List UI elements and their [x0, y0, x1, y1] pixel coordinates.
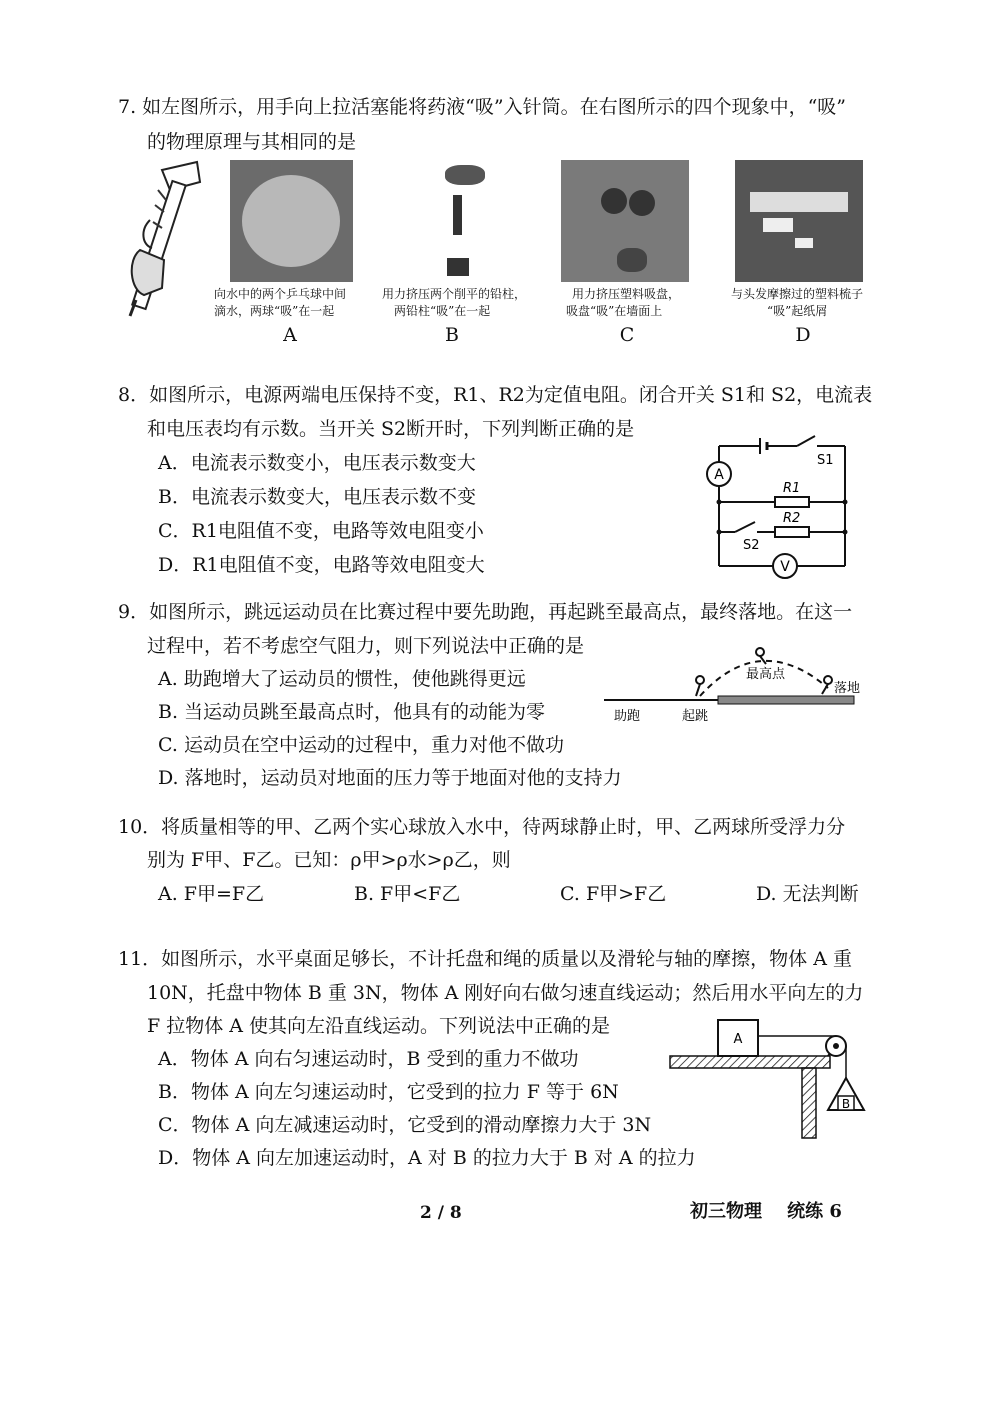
- q8-option-b: B．电流表示数变大，电压表示数不变: [158, 486, 476, 508]
- caption-a: 向水中的两个乒乓球中间 滴水，两球“吸”在一起: [214, 287, 347, 318]
- r1-label: R1: [783, 481, 801, 496]
- block-b-label: B: [841, 1097, 851, 1111]
- label-land: 落地: [834, 681, 861, 696]
- q9-stem-line1: 9．如图所示，跳远运动员在比赛过程中要先助跑，再起跳至最高点，最终落地。在这一: [118, 601, 853, 623]
- option-letter-a: A: [283, 324, 297, 346]
- q9-option-a: A. 助跑增大了运动员的惯性，使他跳得更远: [158, 668, 526, 690]
- q9-option-b: B. 当运动员跳至最高点时，他具有的动能为零: [158, 701, 546, 723]
- q8-stem-line1: 8．如图所示，电源两端电压保持不变，R1、R2为定值电阻。闭合开关 S1和 S2，电流表: [118, 384, 873, 406]
- s1-label: S1: [817, 453, 834, 468]
- q10-option-d: D. 无法判断: [756, 883, 859, 905]
- q11-stem-line3: F 拉物体 A 使其向左沿直线运动。下列说法中正确的是: [147, 1015, 611, 1037]
- q11-option-b: B．物体 A 向左匀速运动时，它受到的拉力 F 等于 6N: [158, 1081, 619, 1103]
- s2-label: S2: [743, 538, 760, 553]
- q7-stem-line1: 7. 如左图所示，用手向上拉活塞能将药液“吸”入针筒。在右图所示的四个现象中，“吸”: [118, 96, 847, 118]
- label-takeoff: 起跳: [682, 709, 709, 724]
- option-letter-c: C: [619, 324, 635, 346]
- photo-b-lead-cylinders: [395, 160, 515, 282]
- q8-option-a: A．电流表示数变小，电压表示数变大: [158, 452, 476, 474]
- q9-stem-line2: 过程中，若不考虑空气阻力，则下列说法中正确的是: [147, 635, 585, 657]
- ammeter-label: A: [714, 467, 724, 483]
- q11-option-c: C．物体 A 向左减速运动时，它受到的滑动摩擦力大于 3N: [158, 1114, 652, 1136]
- caption-c: 用力挤压塑料吸盘， 吸盘“吸”在墙面上: [566, 287, 681, 318]
- q11-stem-line1: 11．如图所示，水平桌面足够长，不计托盘和绳的质量以及滑轮与轴的摩擦，物体 A 重: [118, 948, 852, 970]
- q10-option-c: C. F甲>F乙: [560, 883, 667, 905]
- photo-d-comb-paper: [735, 160, 863, 282]
- caption-d: 与头发摩擦过的塑料梳子 “吸”起纸屑: [731, 287, 864, 318]
- photo-a-ping-pong-balls: [230, 160, 353, 282]
- q8-option-c: C．R1电阻值不变，电路等效电阻变小: [158, 520, 484, 542]
- long-jump-diagram: [600, 640, 862, 725]
- q10-stem-line1: 10．将质量相等的甲、乙两个实心球放入水中，待两球静止时，甲、乙两球所受浮力分: [118, 816, 846, 838]
- q9-option-d: D. 落地时，运动员对地面的压力等于地面对他的支持力: [158, 767, 622, 789]
- q10-option-b: B. F甲<F乙: [354, 883, 461, 905]
- page-number: 2 / 8: [420, 1203, 462, 1223]
- pulley-diagram: [668, 1018, 878, 1140]
- q11-option-a: A．物体 A 向右匀速运动时，B 受到的重力不做功: [158, 1048, 579, 1070]
- footer-subject: 初三物理 统练 6: [690, 1201, 842, 1222]
- q7-stem-line2: 的物理原理与其相同的是: [147, 131, 357, 153]
- circuit-diagram: [705, 432, 855, 582]
- caption-b: 用力挤压两个削平的铅柱， 两铅柱“吸”在一起: [382, 287, 527, 318]
- q10-option-a: A. F甲=F乙: [158, 883, 265, 905]
- photo-c-suction-cup: [561, 160, 689, 282]
- syringe-hand-illustration: [122, 160, 204, 320]
- option-letter-b: B: [445, 324, 459, 346]
- q8-option-d: D．R1电阻值不变，电路等效电阻变大: [158, 554, 485, 576]
- block-a-label: A: [733, 1032, 743, 1047]
- label-run: 助跑: [614, 709, 641, 724]
- q8-stem-line2: 和电压表均有示数。当开关 S2断开时，下列判断正确的是: [147, 418, 635, 440]
- q11-option-d: D．物体 A 向左加速运动时，A 对 B 的拉力大于 B 对 A 的拉力: [158, 1147, 696, 1169]
- q9-option-c: C. 运动员在空中运动的过程中，重力对他不做功: [158, 734, 564, 756]
- option-letter-d: D: [795, 324, 811, 346]
- r2-label: R2: [783, 511, 801, 526]
- label-top: 最高点: [746, 667, 786, 682]
- q10-stem-line2: 别为 F甲、F乙。已知：ρ甲>ρ水>ρ乙，则: [147, 849, 511, 871]
- voltmeter-label: V: [780, 559, 790, 575]
- q11-stem-line2: 10N，托盘中物体 B 重 3N，物体 A 刚好向右做匀速直线运动；然后用水平向左的力: [147, 982, 864, 1004]
